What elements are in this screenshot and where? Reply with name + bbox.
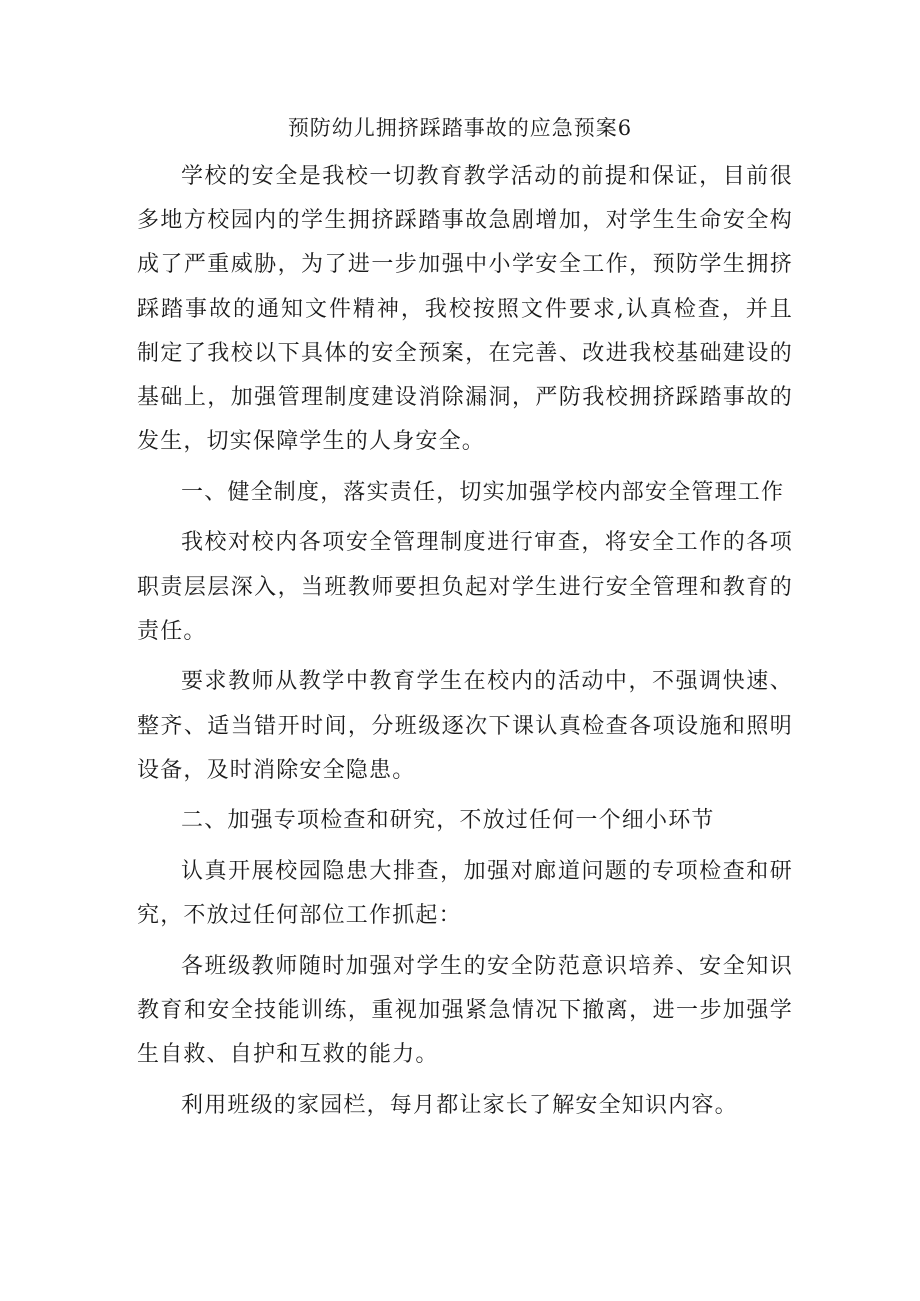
- document-title: 预防幼儿拥挤踩踏事故的应急预案6: [287, 116, 633, 140]
- section-heading-1: 一、健全制度，落实责任，切实加强学校内部安全管理工作: [181, 479, 785, 505]
- paragraph: 认真开展校园隐患大排查，加强对廊道问题的专项检查和研究，不放过任何部位工作抓起：: [137, 859, 793, 929]
- paragraph: 利用班级的家园栏，每月都让家长了解安全知识内容。: [181, 1092, 738, 1118]
- document-body: [137, 155, 793, 1134]
- section-heading-2: 二、加强专项检查和研究，不放过任何一个细小环节: [181, 808, 715, 834]
- paragraph: 各班级教师随时加强对学生的安全防范意识培养、安全知识教育和安全技能训练，重视加强紧急情况下撤离，进一步加强学生自救、自护和互救的能力。: [137, 953, 793, 1068]
- paragraph: 要求教师从教学中教育学生在校内的活动中，不强调快速、整齐、适当错开时间，分班级逐次下课认真检查各项设施和照明设备，及时消除安全隐患。: [137, 669, 793, 783]
- paragraph-intro: 学校的安全是我校一切教育教学活动的前提和保证，目前很多地方校园内的学生拥挤踩踏事故急剧增加，对学生生命安全构成了严重威胁，为了进一步加强中小学安全工作，预防学生拥挤踩踏事故的通知文件精神，我校按照文件要求,认真检查，并且制定了我校以下具体的安全预案，在完善、改进我校基础建设的基础上，加强管理制度建设消除漏洞，严防我校拥挤踩踏事故的发生，切实保障学生的人身安全。: [137, 164, 793, 455]
- paragraph: 我校对校内各项安全管理制度进行审查，将安全工作的各项职责层层深入，当班教师要担负起对学生进行安全管理和教育的责任。: [137, 530, 793, 644]
